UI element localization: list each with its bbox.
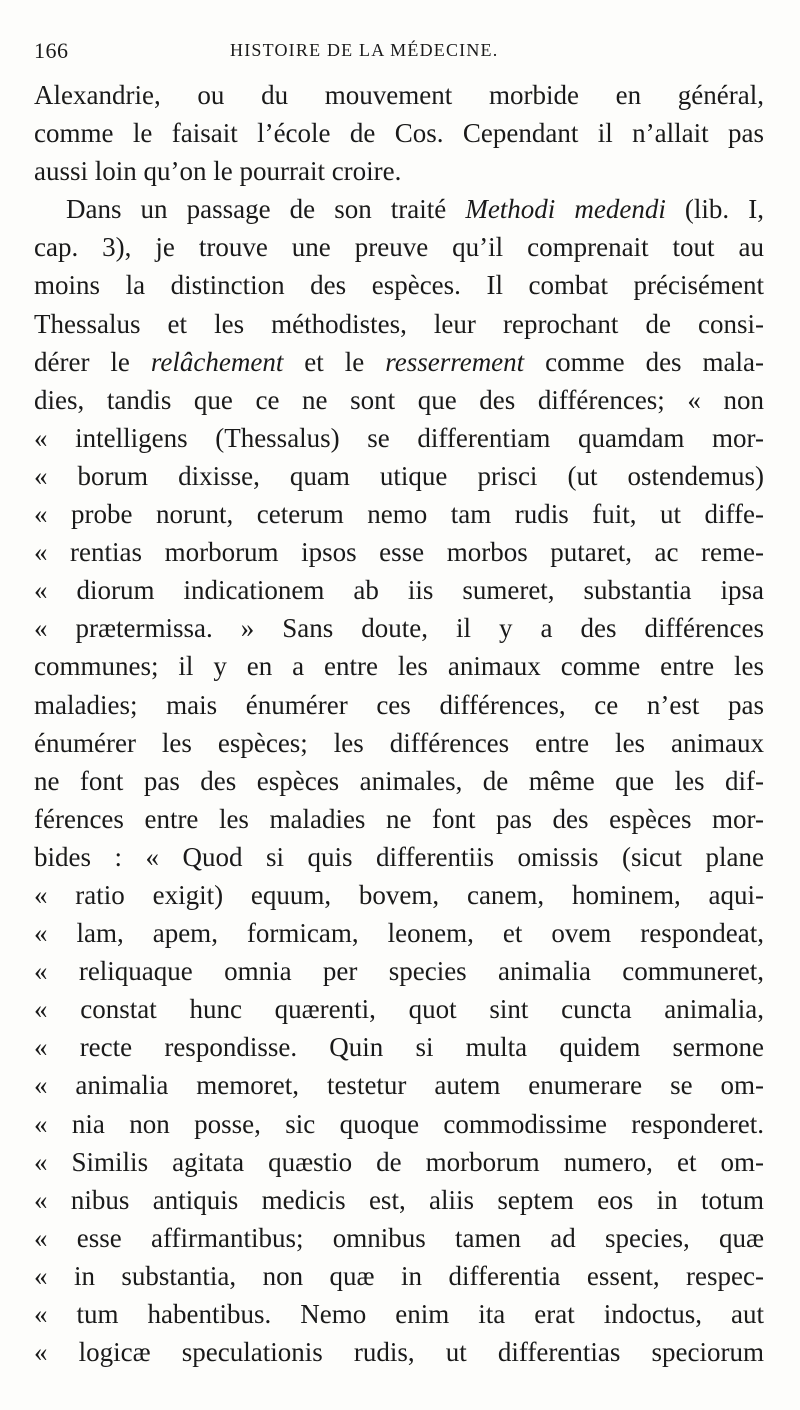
- italic-title: relâchement: [150, 346, 284, 377]
- text-line: [34, 1295, 764, 1333]
- text-segment: « recte respondisse. Quin si multa quidem sermone: [34, 1032, 764, 1063]
- text-line: [34, 533, 764, 571]
- text-segment: « logicæ speculationis rudis, ut differentias speciorum: [34, 1337, 764, 1368]
- text-segment: « reliquaque omnia per species animalia communeret,: [34, 956, 764, 987]
- text-line: [34, 1143, 764, 1181]
- text-segment: « esse affirmantibus; omnibus tamen ad species, quæ: [34, 1222, 764, 1253]
- text-segment: bides : « Quod si quis differentiis omissis (sicut plane: [34, 841, 764, 872]
- text-line: [34, 114, 764, 152]
- text-line: [34, 838, 764, 876]
- text-line: [34, 152, 764, 190]
- text-segment: « constat hunc quærenti, quot sint cuncta animalia,: [34, 994, 764, 1025]
- text-segment: Dans un passage de son traité: [66, 194, 466, 225]
- text-line: [34, 495, 764, 533]
- text-segment: « lam, apem, formicam, leonem, et ovem respondeat,: [34, 918, 764, 949]
- running-title: HISTOIRE DE LA MÉDECINE.: [230, 40, 499, 60]
- text-line: [34, 876, 764, 914]
- text-segment: énumérer les espèces; les différences entre les animaux: [34, 727, 764, 758]
- text-line: [34, 686, 764, 724]
- text-line: [34, 914, 764, 952]
- text-line: [34, 228, 764, 266]
- text-segment: « borum dixisse, quam utique prisci (ut ostendemus): [34, 460, 764, 491]
- text-segment: aussi loin qu’on le pourrait croire.: [34, 156, 402, 187]
- text-segment: et le: [283, 346, 386, 377]
- page-number: 166: [34, 38, 69, 63]
- text-segment: maladies; mais énumérer ces différences, ce n’est pas: [34, 689, 764, 720]
- text-segment: « rentias morborum ipsos esse morbos putaret, ac reme-: [34, 537, 764, 568]
- text-line: [34, 990, 764, 1028]
- text-segment: « nia non posse, sic quoque commodissime responderet.: [34, 1108, 764, 1139]
- text-line: [34, 724, 764, 762]
- text-segment: comme des mala-: [524, 346, 764, 377]
- text-segment: « diorum indicationem ab iis sumeret, substantia ipsa: [34, 575, 764, 606]
- text-line: [34, 1028, 764, 1066]
- text-line: [34, 457, 764, 495]
- text-segment: communes; il y en a entre les animaux comme entre les: [34, 651, 764, 682]
- text-line: [34, 1066, 764, 1104]
- text-line: [34, 266, 764, 304]
- italic-title: Methodi medendi: [465, 194, 666, 225]
- text-line: [34, 952, 764, 990]
- text-segment: moins la distinction des espèces. Il combat précisément: [34, 270, 764, 301]
- text-segment: (lib. I,: [665, 194, 764, 225]
- text-segment: férences entre les maladies ne font pas des espèces mor-: [34, 803, 764, 834]
- text-line: [34, 647, 764, 685]
- text-segment: « intelligens (Thessalus) se differentiam quamdam mor-: [34, 422, 764, 453]
- text-segment: dérer le: [34, 346, 151, 377]
- text-segment: « probe norunt, ceterum nemo tam rudis fuit, ut diffe-: [34, 499, 764, 530]
- text-line: [34, 419, 764, 457]
- text-line: [34, 343, 764, 381]
- text-segment: ne font pas des espèces animales, de même que les dif-: [34, 765, 764, 796]
- body-text: [34, 76, 764, 1371]
- text-line: [34, 1181, 764, 1219]
- text-segment: « ratio exigit) equum, bovem, canem, hominem, aqui-: [34, 879, 764, 910]
- text-line: [34, 1105, 764, 1143]
- text-line: [34, 571, 764, 609]
- text-line: [34, 609, 764, 647]
- text-segment: cap. 3), je trouve une preuve qu’il comprenait tout au: [34, 232, 764, 263]
- text-line: [34, 1219, 764, 1257]
- text-line: [34, 1333, 764, 1371]
- text-segment: Thessalus et les méthodistes, leur reprochant de consi-: [34, 308, 764, 339]
- text-segment: « animalia memoret, testetur autem enumerare se om-: [34, 1070, 764, 1101]
- text-line: [34, 762, 764, 800]
- page-header: [34, 38, 764, 68]
- text-segment: Alexandrie, ou du mouvement morbide en général,: [34, 80, 764, 110]
- text-line: [34, 800, 764, 838]
- text-line: [34, 76, 764, 114]
- text-segment: « Similis agitata quæstio de morborum numero, et om-: [34, 1146, 764, 1177]
- text-line: [34, 1257, 764, 1295]
- text-segment: « tum habentibus. Nemo enim ita erat indoctus, aut: [34, 1299, 764, 1329]
- text-segment: dies, tandis que ce ne sont que des différences; « non: [34, 384, 764, 415]
- text-segment: comme le faisait l’école de Cos. Cependant il n’allait pas: [34, 118, 764, 149]
- text-line: [34, 190, 764, 228]
- text-segment: « prætermissa. » Sans doute, il y a des différences: [34, 613, 764, 644]
- text-line: [34, 305, 764, 343]
- text-segment: « in substantia, non quæ in differentia essent, respec-: [34, 1260, 764, 1291]
- text-line: [34, 381, 764, 419]
- italic-title: resserrement: [385, 346, 525, 377]
- text-segment: « nibus antiquis medicis est, aliis septem eos in totum: [34, 1184, 764, 1215]
